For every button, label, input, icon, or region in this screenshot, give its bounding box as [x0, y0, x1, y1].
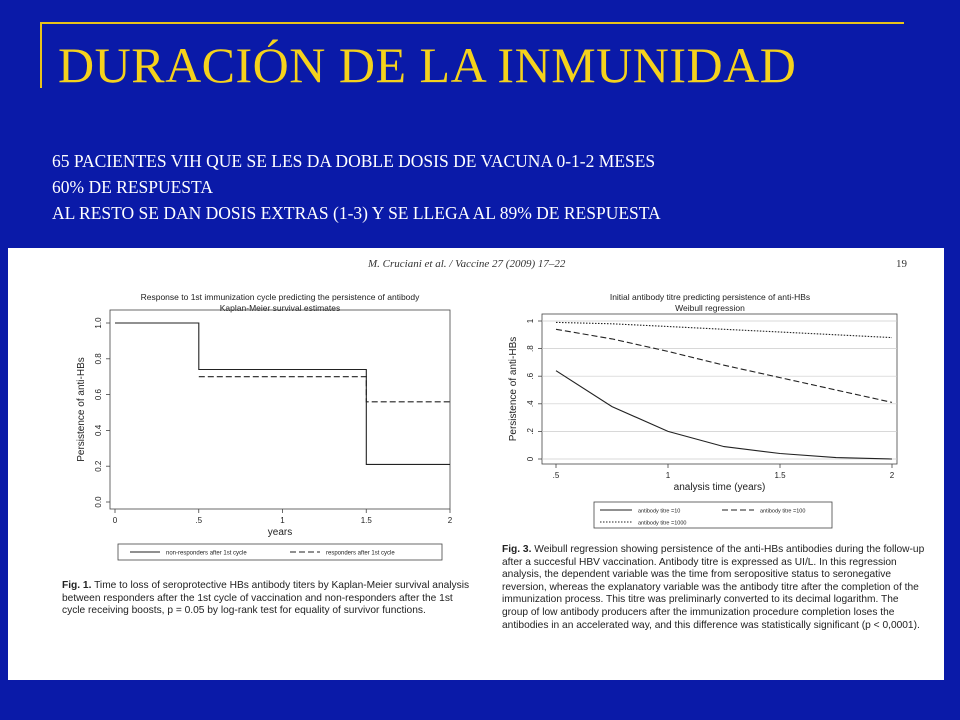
legend-label-1: antibody titre =10: [638, 508, 681, 515]
legend-label-1: non-responders after 1st cycle: [166, 550, 247, 557]
fig3-caption-text: Weibull regression showing persistence of the anti-HBs antibodies during the follow-up after a succesful HBV vaccination. Antibody titre is expressed as UI/L. In this regression analysis, the dependent variable was the time from seropositive status to seronegative reversion, whereas the explanatory variable was the antibody titre after the completion of the immunization process. This titre was preliminarly converted to its decimal logarithm. The group of low antibody producers after the immunization procedure completion loses the antibodies in an accelerated way, and this difference was statistically significant (p < 0,0001).: [502, 544, 925, 631]
series-line-1: [115, 323, 450, 464]
y-tick-label: 0.4: [94, 424, 103, 436]
y-axis-label: Persistence of anti-HBs: [508, 336, 519, 442]
title-frame-left: [40, 22, 42, 88]
chart-subtitle: Weibull regression: [675, 303, 745, 313]
weibull-chart: [504, 286, 904, 548]
slide-title: DURACIÓN DE LA INMUNIDAD: [58, 37, 797, 93]
slide-bullets: [52, 148, 661, 226]
y-tick-label: .6: [526, 372, 535, 380]
page-number: 19: [896, 258, 907, 270]
y-tick-label: 0.6: [94, 389, 103, 401]
y-axis-label: Persistence of anti-HBs: [76, 357, 87, 462]
x-tick-label: 0: [112, 516, 118, 525]
bullet-line-2: 60% DE RESPUESTA: [52, 177, 213, 197]
kaplan-meier-chart: [58, 282, 528, 622]
x-tick-label: .5: [552, 471, 560, 480]
series-line-2: [556, 329, 892, 402]
x-tick-label: 2: [889, 471, 895, 480]
legend-label-3: antibody titre =1000: [638, 520, 687, 527]
title-frame-top: [40, 22, 904, 24]
x-tick-label: 1.5: [774, 471, 786, 480]
y-tick-label: 0.2: [94, 460, 103, 472]
y-tick-label: 1.0: [94, 317, 103, 329]
x-tick-label: 1: [280, 516, 285, 525]
fig1-caption-label: Fig. 1.: [62, 580, 92, 591]
x-axis-label: analysis time (years): [673, 482, 766, 493]
fig1-caption: [62, 580, 472, 618]
x-tick-label: .5: [195, 516, 203, 525]
series-line-3: [556, 322, 892, 337]
x-tick-label: 2: [447, 516, 453, 525]
y-tick-label: .8: [526, 345, 535, 352]
y-tick-label: 0: [526, 456, 535, 462]
y-tick-label: 0.0: [94, 496, 103, 508]
plot-frame: [110, 310, 450, 509]
chart-subtitle: Kaplan-Meier survival estimates: [219, 303, 341, 313]
chart-title: Initial antibody titre predicting persistence of anti-HBs: [609, 292, 811, 302]
series-line-2: [199, 377, 450, 402]
y-tick-label: .4: [526, 400, 535, 408]
x-tick-label: 1: [665, 471, 671, 480]
y-tick-label: 0.8: [94, 353, 103, 365]
fig1-caption-text: Time to loss of seroprotective HBs antibody titers by Kaplan-Meier survival analysis between responders after the 1st cycle of vaccination and non-responders after the 1st cycle receiving boosts, p = 0.05 by log-rank test for equality of survivor functions.: [62, 580, 470, 617]
legend-label-2: responders after 1st cycle: [326, 550, 395, 557]
y-tick-label: 1: [526, 318, 535, 324]
fig3-caption: [502, 544, 926, 632]
series-line-1: [556, 371, 892, 459]
chart-title: Response to 1st immunization cycle predicting the persistence of antibody: [140, 292, 420, 302]
bullet-line-1: 65 PACIENTES VIH QUE SE LES DA DOBLE DOSIS DE VACUNA 0-1-2 MESES: [52, 151, 656, 171]
bullet-line-3: AL RESTO SE DAN DOSIS EXTRAS (1-3) Y SE LLEGA AL 89% DE RESPUESTA: [52, 203, 661, 223]
fig3-caption-label: Fig. 3.: [502, 544, 532, 555]
x-axis-label: years: [267, 527, 293, 538]
x-tick-label: 1.5: [360, 516, 372, 525]
legend-box: [594, 502, 832, 528]
paper-header: M. Cruciani et al. / Vaccine 27 (2009) 17–22: [368, 258, 566, 270]
legend-label-2: antibody titre =100: [760, 508, 806, 515]
y-tick-label: .2: [526, 428, 535, 435]
paper-excerpt: [8, 248, 944, 680]
